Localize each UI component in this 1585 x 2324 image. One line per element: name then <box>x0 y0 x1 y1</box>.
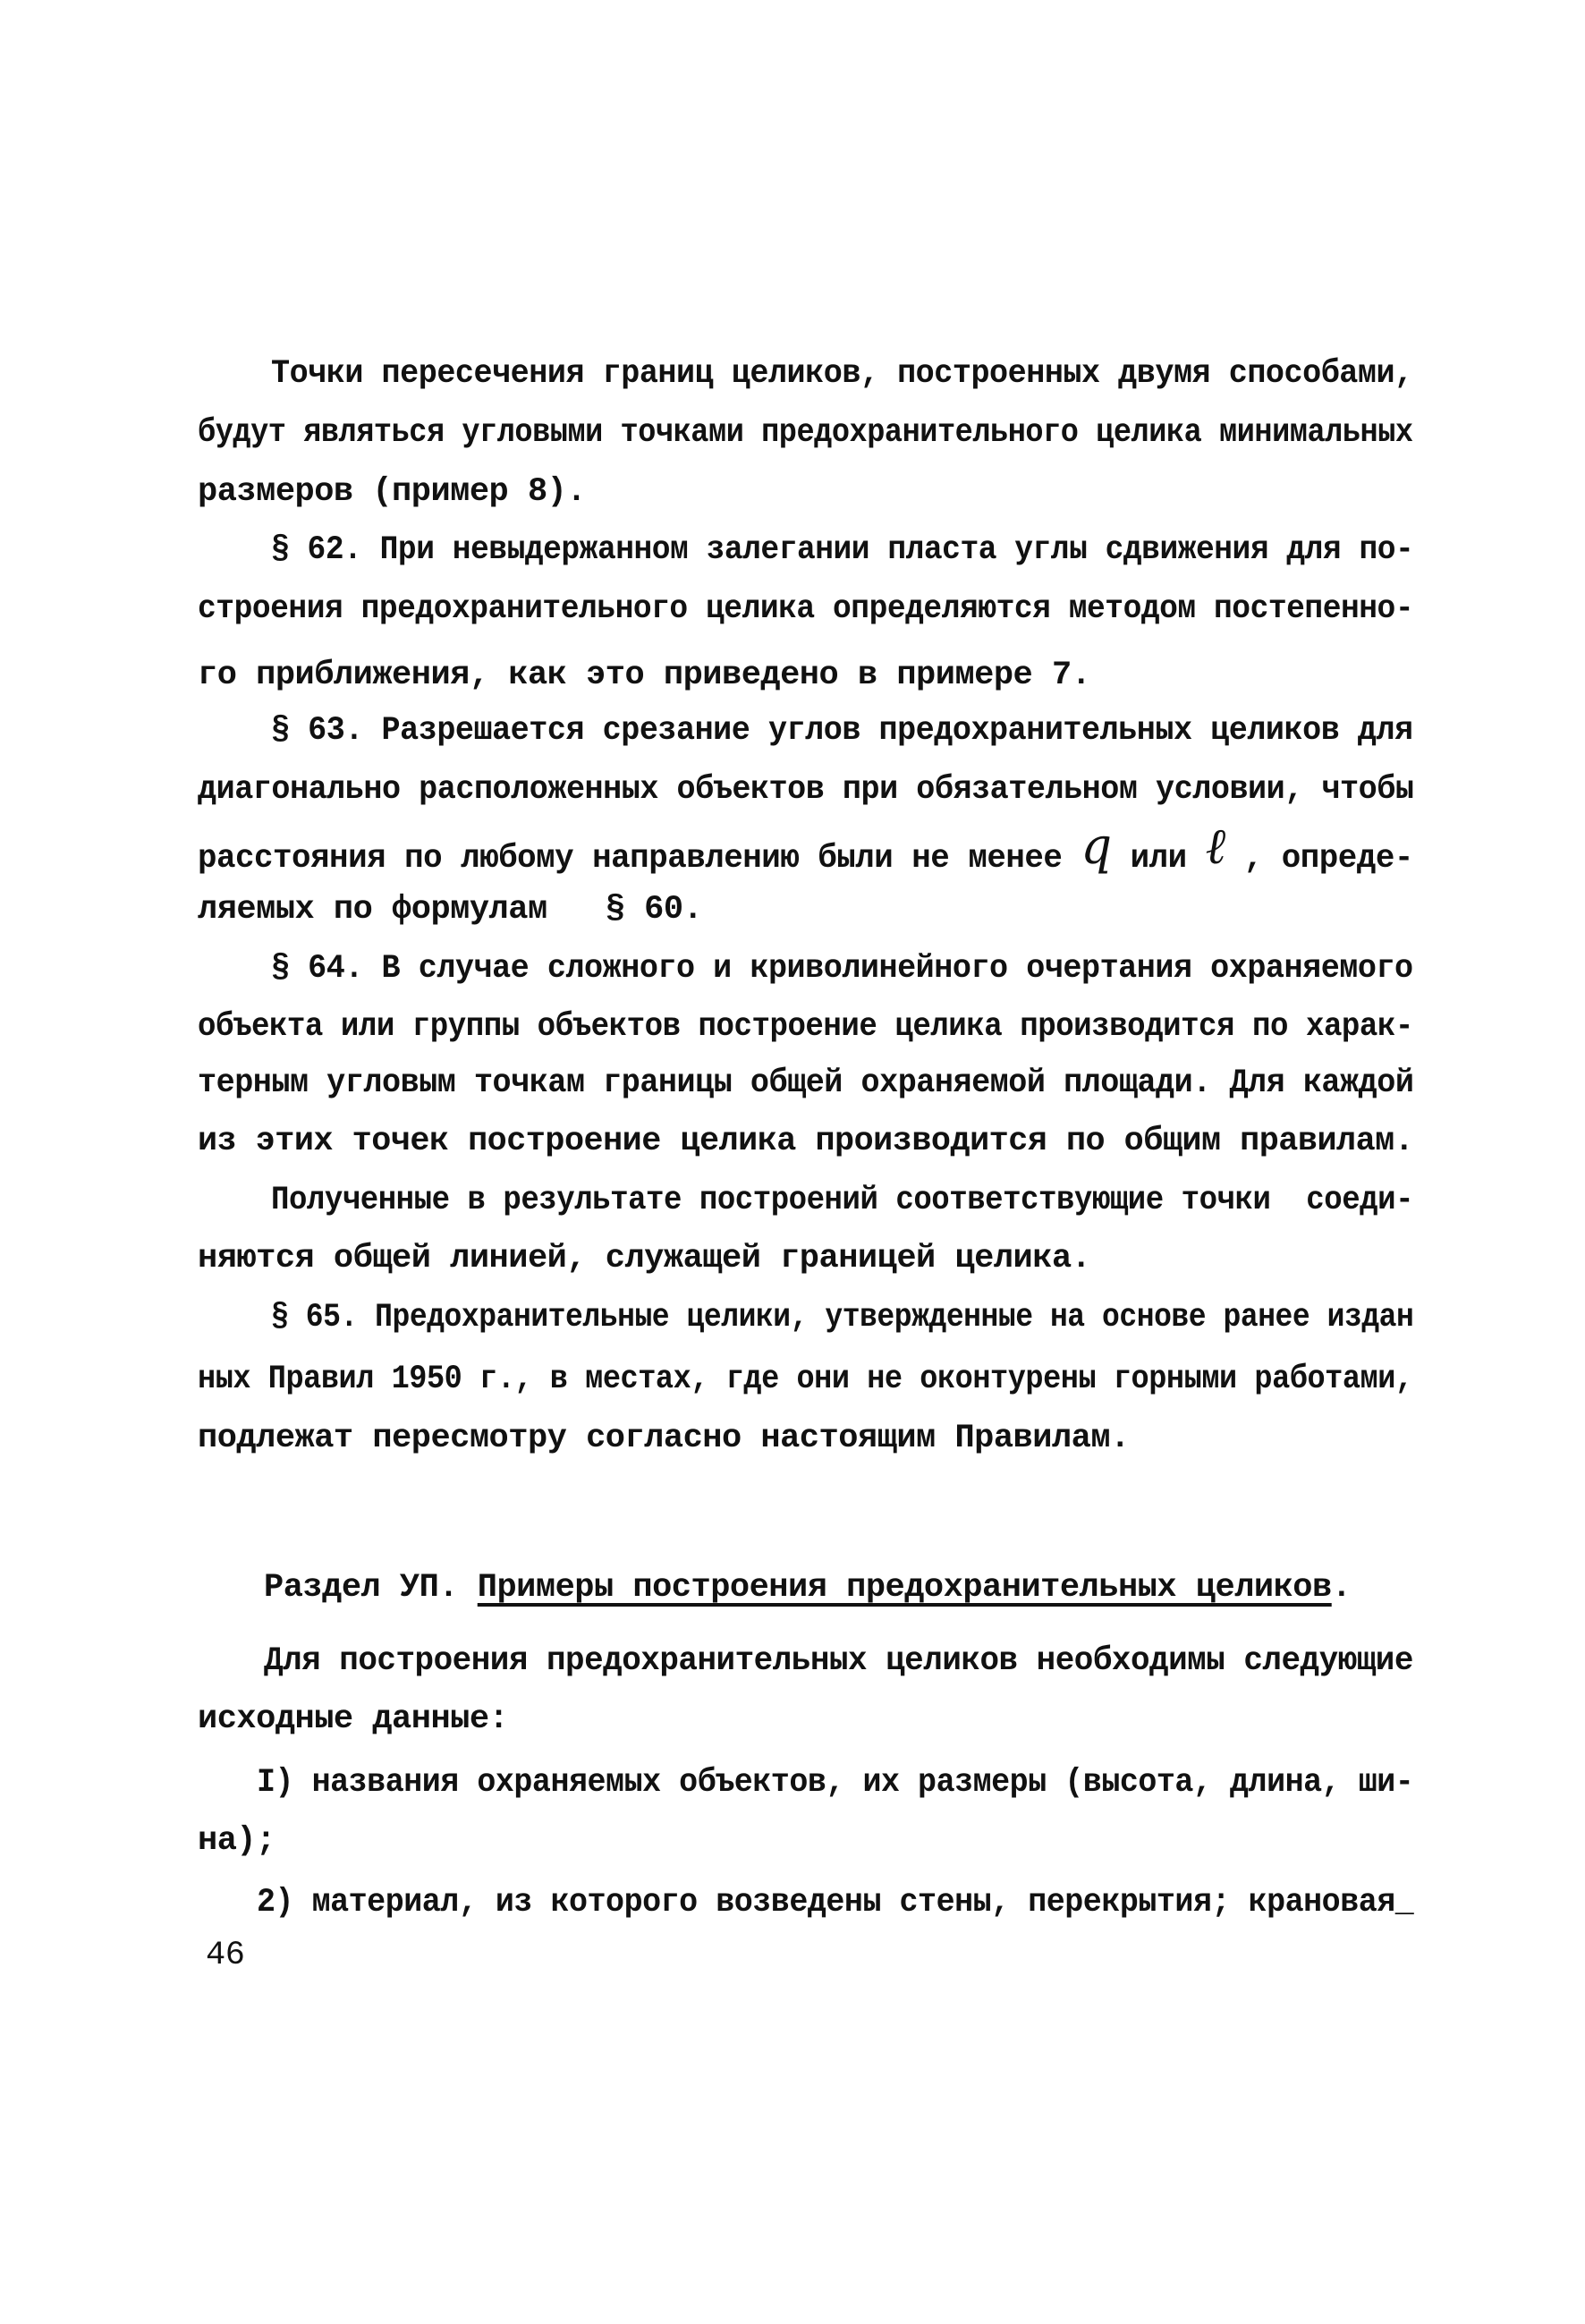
list-item-2: 2) материал, из которого возведены стены, перекрытия; крановая_ <box>257 1884 1414 1921</box>
paragraph-62: § 62. При невыдержанном залегании пласта углы сдвижения для по- <box>271 531 1414 569</box>
section-label: Раздел УП. <box>264 1569 478 1607</box>
text-line: исходные данные: <box>198 1701 509 1738</box>
text-line: из этих точек построение целика производится по общим правилам. <box>198 1123 1414 1160</box>
text-segment: , опреде- <box>1225 840 1413 878</box>
text-line: диагонально расположенных объектов при обязательном условии, чтобы <box>198 771 1414 809</box>
section-heading <box>264 1565 1351 1610</box>
list-item-1: I) названия охраняемых объектов, их размеры (высота, длина, ши- <box>257 1764 1414 1802</box>
section-end: . <box>1331 1569 1352 1607</box>
text-line: Точки пересечения границ целиков, построенных двумя способами, <box>271 355 1413 393</box>
text-line: ных Правил 1950 г., в местах, где они не оконтурены горными работами, <box>198 1361 1413 1398</box>
text-segment: или <box>1111 840 1206 878</box>
text-line: строения предохранительного целика определяются методом постепенно- <box>198 590 1414 628</box>
text-line: на); <box>198 1822 275 1860</box>
text-line: терным угловым точкам границы общей охраняемой площади. Для каждой <box>198 1064 1414 1102</box>
text-line: размеров (пример 8). <box>198 473 587 511</box>
paragraph-63: § 63. Разрешается срезание углов предохранительных целиков для <box>271 712 1413 750</box>
text-line: будут являться угловыми точками предохранительного целика минимальных <box>198 414 1413 452</box>
paragraph-64: § 64. В случае сложного и криволинейного очертания охраняемого <box>271 950 1413 988</box>
handwritten-q: q <box>1081 818 1112 876</box>
text-line: Для построения предохранительных целиков необходимы следующие <box>264 1642 1413 1680</box>
text-line: Полученные в результате построений соответствующие точки соеди- <box>271 1182 1414 1219</box>
paragraph-65: § 65. Предохранительные целики, утвержденные на основе ранее издан <box>271 1299 1414 1336</box>
page-number: 46 <box>206 1937 245 1974</box>
text-segment: расстояния по любому направлению были не менее <box>198 840 1081 878</box>
section-title: Примеры построения предохранительных целиков <box>477 1569 1332 1607</box>
handwritten-l: ℓ <box>1205 818 1225 876</box>
text-line: ляемых по формулам § 60. <box>198 891 703 929</box>
text-line: подлежат пересмотру согласно настоящим Правилам. <box>198 1420 1130 1457</box>
text-line-handwritten <box>198 818 1413 881</box>
text-line: няются общей линией, служащей границей целика. <box>198 1240 1091 1277</box>
text-line: объекта или группы объектов построение целика производится по харак- <box>198 1008 1413 1046</box>
text-line: го приближения, как это приведено в примере 7. <box>198 657 1091 694</box>
